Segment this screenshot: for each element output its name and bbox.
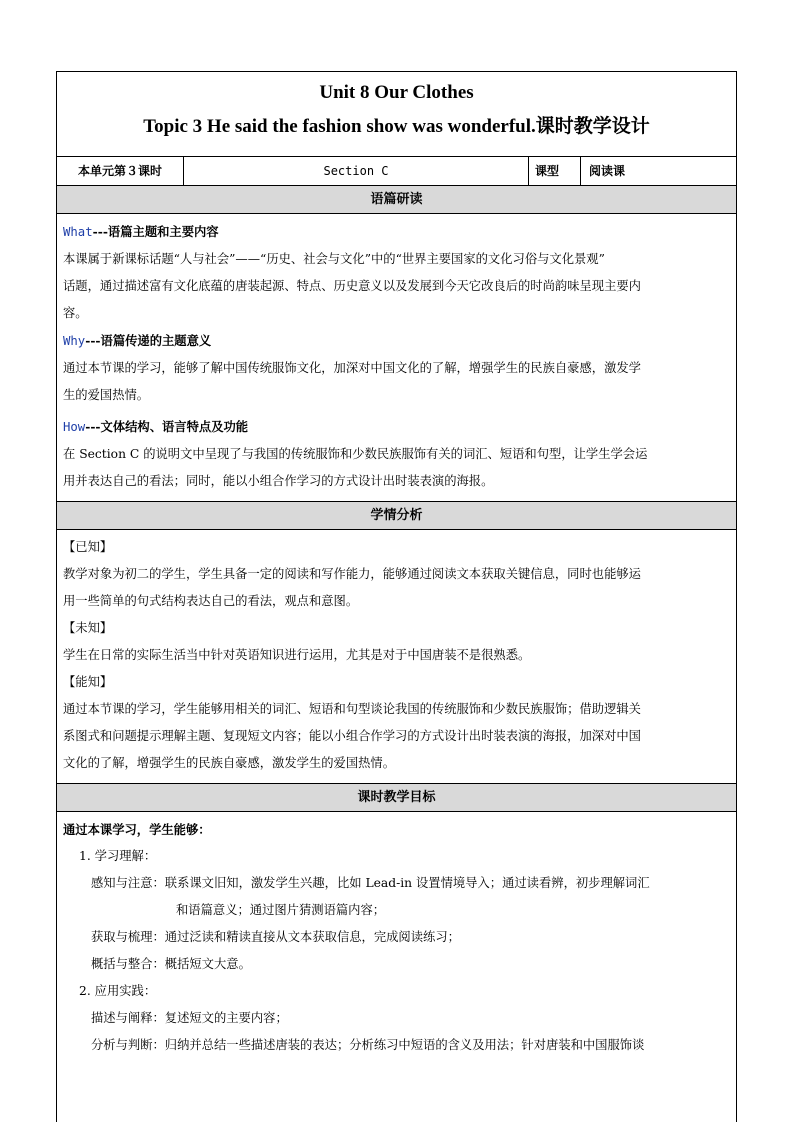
why-line-1: 通过本节课的学习，能够了解中国传统服饰文化，加深对中国文化的了解，增强学生的民族自豪感，激发学 xyxy=(63,361,641,375)
known-line-1: 教学对象为初二的学生，学生具备一定的阅读和写作能力，能够通过阅读文本获取关键信息，同时也能够运 xyxy=(63,567,641,581)
what-line-3: 容。 xyxy=(63,306,88,320)
lesson-type-label: 课型 xyxy=(529,157,581,185)
objectives-body xyxy=(57,812,736,1065)
how-heading xyxy=(63,413,730,441)
able-line-2: 系图式和问题提示理解主题、复现短文内容；能以小组合作学习的方式设计出时装表演的海报，加深对中国 xyxy=(63,729,641,743)
what-line-2: 话题，通过描述富有文化底蕴的唐装起源、特点、历史意义以及发展到今天它改良后的时尚韵味呈现主要内 xyxy=(63,279,641,293)
discourse-analysis-body xyxy=(57,214,736,501)
why-keyword: Why xyxy=(63,334,86,348)
why-title: ---语篇传递的主题意义 xyxy=(85,333,212,348)
known-label: 【已知】 xyxy=(63,540,113,554)
how-keyword: How xyxy=(63,420,86,434)
section-cell: Section C xyxy=(184,157,529,185)
title-block xyxy=(57,72,736,157)
objectives-intro: 通过本课学习，学生能够： xyxy=(63,822,211,837)
objective-1-perceive-cont: 和语篇意义；通过图片猜测语篇内容； xyxy=(176,903,386,917)
objective-1-perceive: 感知与注意：联系课文旧知，激发学生兴趣，比如 Lead-in 设置情境导入；通过读看辨，初步理解词汇 xyxy=(91,876,650,890)
able-label: 【能知】 xyxy=(63,675,113,689)
learner-analysis-heading: 学情分析 xyxy=(57,501,736,530)
able-line-3: 文化的了解，增强学生的民族自豪感，激发学生的爱国热情。 xyxy=(63,756,396,770)
document-title: Unit 8 Our Clothes xyxy=(319,82,474,103)
objective-item-2: 2. 应用实践： xyxy=(79,984,157,998)
unknown-label: 【未知】 xyxy=(63,621,113,635)
known-line-2: 用一些简单的句式结构表达自己的看法，观点和意图。 xyxy=(63,594,359,608)
lesson-type-value: 阅读课 xyxy=(589,164,626,178)
objective-1-summarize: 概括与整合：概括短文大意。 xyxy=(91,957,251,971)
how-line-2: 用并表达自己的看法；同时，能以小组合作学习的方式设计出时装表演的海报。 xyxy=(63,474,494,488)
objective-1-obtain: 获取与梳理：通过泛读和精读直接从文本获取信息，完成阅读练习； xyxy=(91,930,460,944)
learner-analysis-body xyxy=(57,530,736,783)
objective-2-describe: 描述与阐释：复述短文的主要内容； xyxy=(91,1011,288,1025)
what-keyword: What xyxy=(63,225,93,239)
why-heading xyxy=(63,327,730,355)
why-line-2: 生的爱国热情。 xyxy=(63,388,150,402)
objectives-heading: 课时教学目标 xyxy=(57,783,736,812)
lesson-info-row xyxy=(57,157,736,186)
what-title: ---语篇主题和主要内容 xyxy=(92,224,219,239)
how-line-1: 在 Section C 的说明文中呈现了与我国的传统服饰和少数民族服饰有关的词汇、短语和句型，让学生学会运 xyxy=(63,447,648,461)
discourse-analysis-heading: 语篇研读 xyxy=(57,186,736,214)
lesson-number-cell: 本单元第３课时 xyxy=(57,157,184,185)
what-heading xyxy=(63,218,730,246)
document-subtitle: Topic 3 He said the fashion show was wonderful.课时教学设计 xyxy=(143,116,650,137)
able-line-1: 通过本节课的学习，学生能够用相关的词汇、短语和句型谈论我国的传统服饰和少数民族服饰；借助逻辑关 xyxy=(63,702,641,716)
how-title: ---文体结构、语言特点及功能 xyxy=(85,419,249,434)
lesson-plan-table xyxy=(56,71,737,1122)
objective-2-analyze: 分析与判断：归纳并总结一些描述唐装的表达；分析练习中短语的含义及用法；针对唐装和中国服饰谈 xyxy=(91,1038,645,1052)
unknown-line-1: 学生在日常的实际生活当中针对英语知识进行运用，尤其是对于中国唐装不是很熟悉。 xyxy=(63,648,531,662)
what-line-1: 本课属于新课标话题“人与社会”——“历史、社会与文化”中的“世界主要国家的文化习俗与文化景观” xyxy=(63,252,605,266)
objective-item-1: 1. 学习理解： xyxy=(79,849,157,863)
